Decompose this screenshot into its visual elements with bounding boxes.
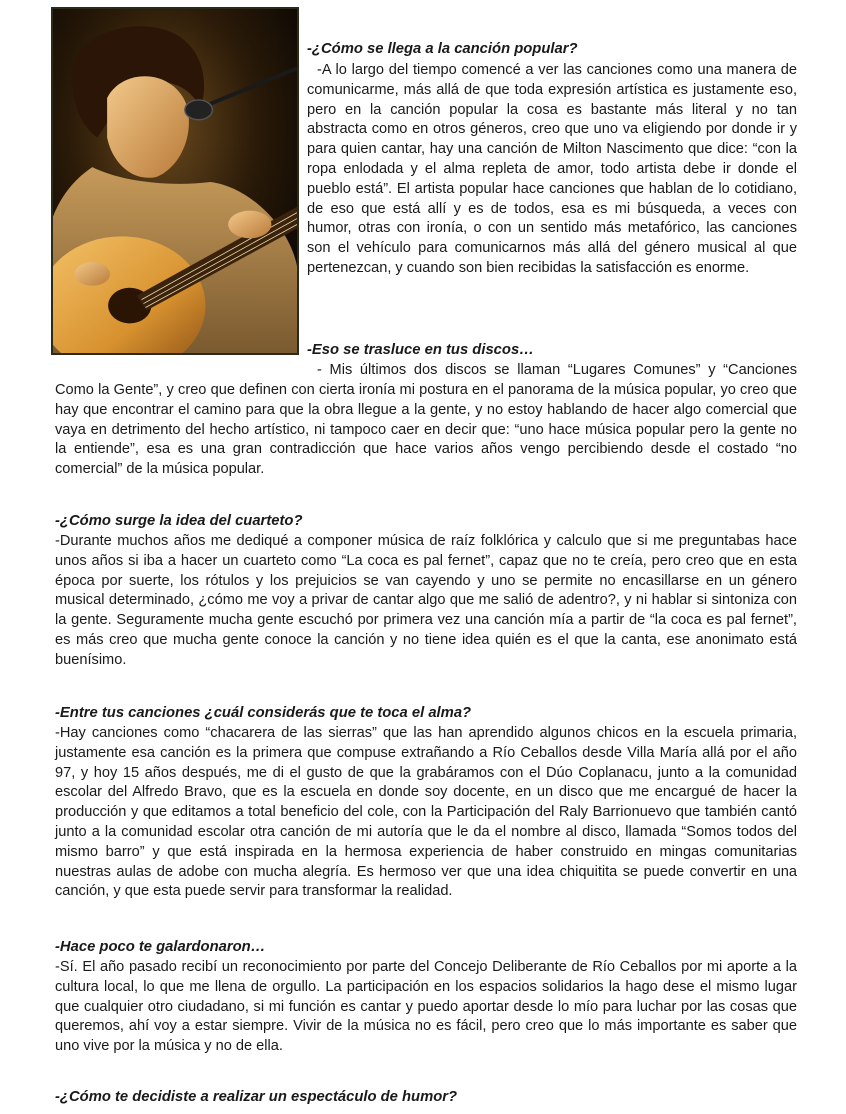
musician-with-guitar-photo [51,7,299,355]
musician-photo-illustration [53,9,297,353]
question-heading: -Eso se trasluce en tus discos… [307,342,534,358]
answer-paragraph: -Hay canciones como “chacarera de las sierras” que las han aprendido algunos chicos en la escuela primaria, justamente esa canción es la primera que compuse extrañando a Río Ceballos desde Villa María allá por el año 97, y hoy 15 años después, me di el gusto de que la grabáramos con el Dúo Coplanacu, junto a la comunidad escolar del Alfredo Bravo, que es la escuela en donde soy docente, en un disco que me encargué de hacer la producción y que editamos a total beneficio del cole, con la Participación del Raly Barrionuevo que también cantó junto a la comunidad escolar otra canción de mi autoría que le da el nombre al disco, llamada “Somos todos del mismo barro” y que está inspirada en la hermosa experiencia de haber construido en mingas comunitarias nuestras aulas de adobe con mucha alegría. Es hermoso ver que una idea chiquitita se puede convertir en una canción, y que esta puede servir para transformar la realidad. [55,725,797,900]
question-heading: -¿Cómo surge la idea del cuarteto? [55,513,303,529]
answer-paragraph: -Sí. El año pasado recibí un reconocimiento por parte del Concejo Deliberante de Río Ceballos por mi aporte a la cultura local, lo que me llena de orgullo. La participación en los espacios solidarios la hago dese el mismo lugar que cualquier otro ciudadano, si mi función es cantar y puedo aportar desde lo mío para luchar por las cosas que queremos, ahí voy a estar siempre. Vivir de la música no es fácil, pero creo que lo más importante es saber que uno vive por la música y no de ella. [55,959,797,1055]
answer-paragraph: -A lo largo del tiempo comencé a ver las canciones como una manera de comunicarme, más allá de que toda expresión artística es justamente eso, pero en la canción popular la cosa es bastante más literal y no tan abstracta como en otros géneros, creo que uno va eligiendo por donde ir y para quien cantar, hay una canción de Milton Nascimento que dice: “con la ropa enlodada y el alma repleta de amor, todo artista debe ir donde el pueblo está”. El artista popular hace canciones que hablan de lo cotidiano, de eso que está allí y es de todos, esa es mi búsqueda, a veces con humor, otras con ironía, o con un sentido más metafórico, las canciones son el vehículo para comunicarnos más allá del género musical al que pertenezcan, y cuando son bien recibidas la satisfacción es enorme. [307,62,797,276]
question-heading: -Entre tus canciones ¿cuál considerás que te toca el alma? [55,705,472,721]
question-heading: -¿Cómo te decidiste a realizar un espectáculo de humor? [55,1089,458,1105]
answer-paragraph: -Durante muchos años me dediqué a componer música de raíz folklórica y calculo que si me preguntabas hace unos años si iba a hacer un cuarteto como “La coca es pal fernet”, capaz que no te creía, pero creo que en esta época por suerte, los rótulos y los prejuicios se van cayendo y uno se permite no encasillarse en un género musical determinado, ¿cómo me voy a privar de cantar algo que me salió de adentro?, y ni hablar si sintoniza con la gente. Seguramente mucha gente escuchó por primera vez una canción mía a partir de “la coca es pal fernet”, es más creo que mucha gente conoce la canción y no tiene idea quién es el que la canta, ese anonimato está buenísimo. [55,533,797,668]
question-heading: -¿Cómo se llega a la canción popular? [307,41,578,57]
answer-paragraph-continued: Como la Gente”, y creo que definen con cierta ironía mi postura en el panorama de la música popular, yo creo que hay que encontrar el camino para que la obra llegue a la gente, y no estoy hablando de hacer algo comercial que vaya en detrimento del hecho artístico, ni tampoco caer en decir que: “uno hace música popular pero la gente no la entiende”, esa es una gran contradicción que hace varios años vengo percibiendo desde el costado “no comercial” de la música popular. [55,382,797,478]
answer-paragraph-first-line: - Mis últimos dos discos se llaman “Lugares Comunes” y “Canciones [317,362,797,378]
question-heading: -Hace poco te galardonaron… [55,939,266,955]
